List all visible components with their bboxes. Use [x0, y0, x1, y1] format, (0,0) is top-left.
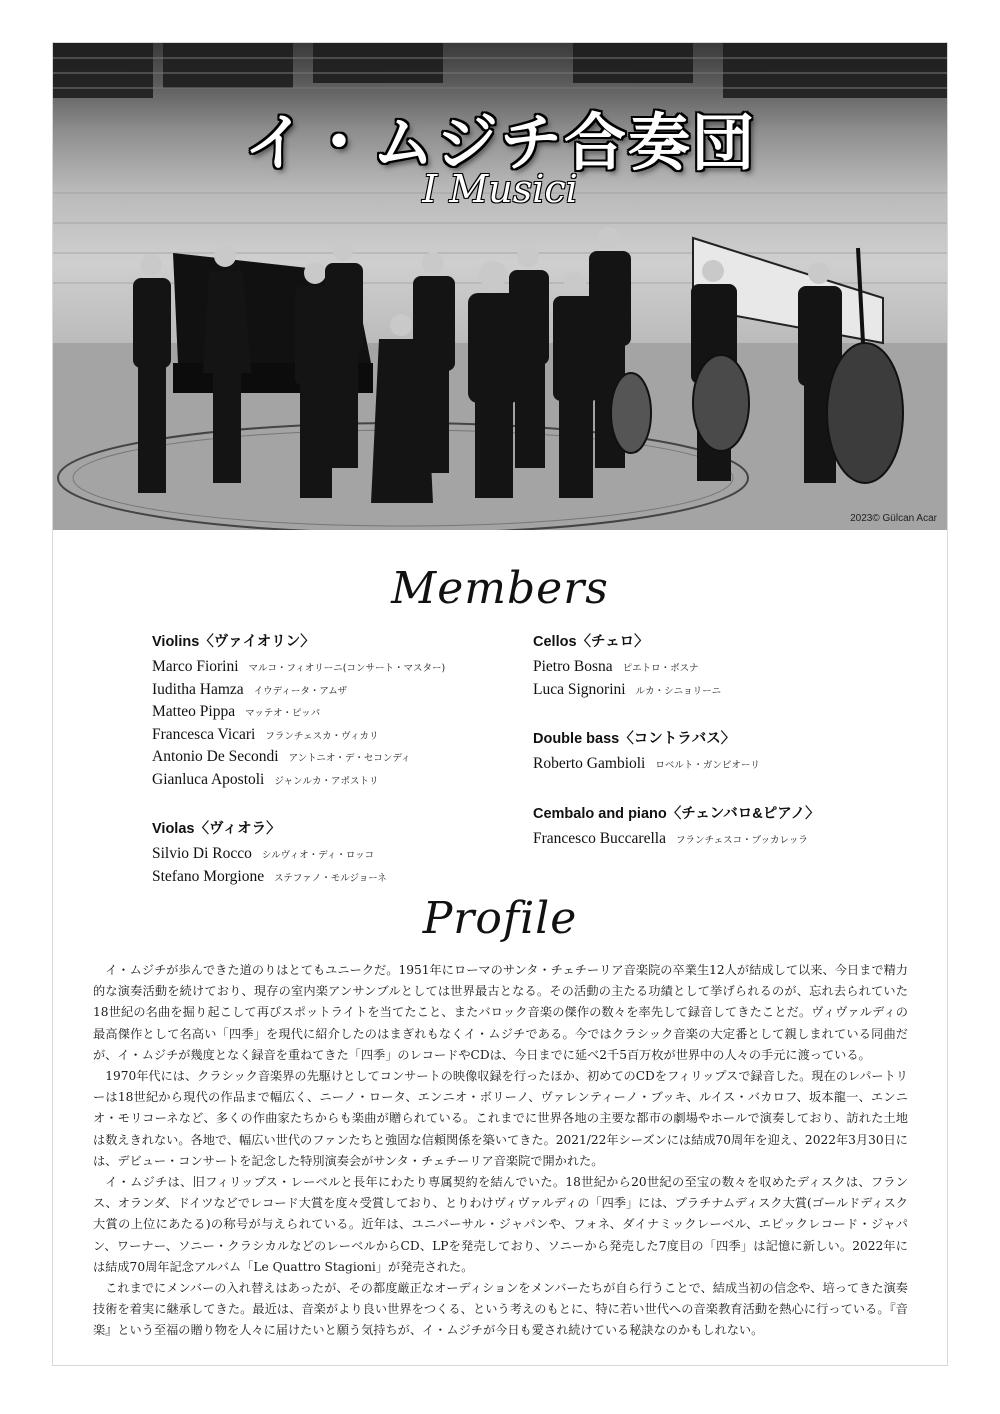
member-kana: マッテオ・ピッパ [245, 708, 321, 719]
member-row [152, 656, 445, 679]
member-kana: イウディータ・アムザ [253, 685, 348, 697]
member-row [152, 701, 445, 724]
profile-paragraph: 1970年代には、クラシック音楽界の先駆けとしてコンサートの映像収録を行ったほか、初めてのCDをフィリップスで録音した。現在のレパートリーは18世紀から現代の作品まで幅広く、ニーノ・ロータ、エンニオ・ボリーノ、ヴァレンティーノ・ブッキ、ルイス・バカロフ、坂本龍一、エンニオ・モリコーネなど、多くの作曲家たちからも楽曲が贈られている。これまでに世界各地の主要な都市の劇場やホールで演奏しており、訪れた土地は数えきれない。各地で、幅広い世代のファンたちと強固な信頼関係を築いてきた。2021/22年シーズンには結成70周年を迎え、2022年3月30日には、デビュー・コンサートを記念した特別演奏会がサンタ・チェチーリア音楽院で開かれた。 [93, 1069, 908, 1168]
member-row [152, 769, 445, 792]
ensemble-photo [53, 43, 947, 530]
member-name: Iuditha Hamza [152, 680, 244, 698]
profile-heading: Profile [422, 893, 578, 944]
group-title: Double bass〈コントラバス〉 [533, 731, 736, 747]
member-row [152, 866, 445, 889]
member-group [152, 817, 445, 888]
member-kana: ルカ・シニョリーニ [635, 685, 722, 697]
member-row [152, 843, 445, 866]
member-kana: ピエトロ・ボスナ [622, 663, 699, 674]
member-name: Francesca Vicari [152, 725, 256, 743]
member-name: Matteo Pippa [152, 703, 236, 720]
member-name: Marco Fiorini [152, 658, 239, 675]
member-name: Luca Signorini [533, 680, 626, 698]
member-group [533, 802, 820, 851]
photo-credit: 2023© Gülcan Acar [850, 513, 937, 524]
profile-paragraph: これまでにメンバーの入れ替えはあったが、その都度厳正なオーディションをメンバーたちが自ら行うことで、結成当初の信念や、培ってきた演奏技術を着実に継承してきた。最近は、音楽がより良い世界をつくる、という考えのもとに、特に若い世代への音楽教育活動を熱心に行っている。『音楽』という至福の贈り物を人々に届けたいと願う気持ちが、イ・ムジチが今日も愛され続けている秘訣なのかもしれない。 [93, 1281, 908, 1338]
member-row [533, 828, 820, 851]
members-right-column [533, 630, 820, 876]
members-left-column [152, 630, 445, 914]
member-row [152, 724, 445, 747]
member-kana: ジャンルカ・アポストリ [274, 775, 379, 787]
group-title: Cellos〈チェロ〉 [533, 634, 649, 650]
member-name: Pietro Bosna [533, 658, 613, 675]
member-group [152, 630, 445, 791]
member-kana: シルヴィオ・ディ・ロッコ [261, 850, 375, 861]
member-kana: フランチェスコ・ブッカレッラ [675, 834, 808, 846]
member-kana: ステファノ・モルジョーネ [274, 872, 387, 884]
profile-body [93, 960, 908, 1342]
member-row [533, 679, 820, 702]
group-title: Violins〈ヴァイオリン〉 [152, 634, 315, 650]
member-group [533, 727, 820, 776]
member-name: Stefano Morgione [152, 867, 265, 885]
member-kana: アントニオ・デ・セコンディ [288, 753, 411, 764]
member-name: Gianluca Apostoli [152, 770, 265, 788]
member-row [152, 679, 445, 702]
member-name: Antonio De Secondi [152, 748, 279, 765]
member-name: Roberto Gambioli [533, 755, 646, 772]
member-name: Francesco Buccarella [533, 829, 666, 847]
member-kana: ロベルト・ガンビオーリ [655, 760, 760, 771]
profile-paragraph: イ・ムジチが歩んできた道のりはとてもユニークだ。1951年にローマのサンタ・チェチーリア音楽院の卒業生12人が結成して以来、今日まで精力的な演奏活動を続けており、現存の室内楽アンサンブルとしては世界最古となる。その活動の主たる功績として挙げられるのが、忘れ去られていた18世紀の名曲を掘り起こして再びスポットライトを当てたこと、またバロック音楽の傑作の数々を率先して録音してきたことだ。ヴィヴァルディの最高傑作として名高い「四季」を現代に紹介したのはまぎれもなくイ・ムジチである。今ではクラシック音楽の大定番として親しまれている同曲だが、イ・ムジチが幾度となく録音を重ねてきた「四季」のレコードやCDは、今日までに延べ2千5百万枚が世界中の人々の手元に渡っている。 [93, 963, 908, 1062]
member-name: Silvio Di Rocco [152, 845, 252, 862]
profile-paragraph: イ・ムジチは、旧フィリップス・レーベルと長年にわたり専属契約を結んでいた。18世紀から20世紀の至宝の数々を収めたディスクは、フランス、オランダ、ドイツなどでレコード大賞を度々受賞しており、とりわけヴィヴァルディの「四季」には、プラチナムディスク大賞(ゴールドディスク大賞の上位にあたる)の称号が与えられている。近年は、ユニバーサル・ジャパンや、フォネ、ダイナミックレーベル、エピックレコード・ジャパン、ワーナー、ソニー・クラシカルなどのレーベルからCD、LPを発売しており、ソニーから発売した7度目の「四季」は記憶に新しい。2022年には結成70周年記念アルバム「Le Quattro Stagioni」が発売された。 [93, 1175, 908, 1274]
member-row [533, 656, 820, 679]
member-row [533, 753, 820, 776]
group-title: Cembalo and piano〈チェンバロ&ピアノ〉 [533, 805, 820, 822]
member-kana: マルコ・フィオリーニ(コンサート・マスター) [248, 663, 446, 674]
group-title: Violas〈ヴィオラ〉 [152, 821, 281, 837]
title-japanese: イ・ムジチ合奏団 [243, 106, 756, 179]
member-group [533, 630, 820, 701]
member-row [152, 746, 445, 769]
members-heading: Members [391, 563, 609, 614]
member-kana: フランチェスカ・ヴィカリ [265, 730, 379, 742]
title-english: I Musici [422, 167, 578, 211]
